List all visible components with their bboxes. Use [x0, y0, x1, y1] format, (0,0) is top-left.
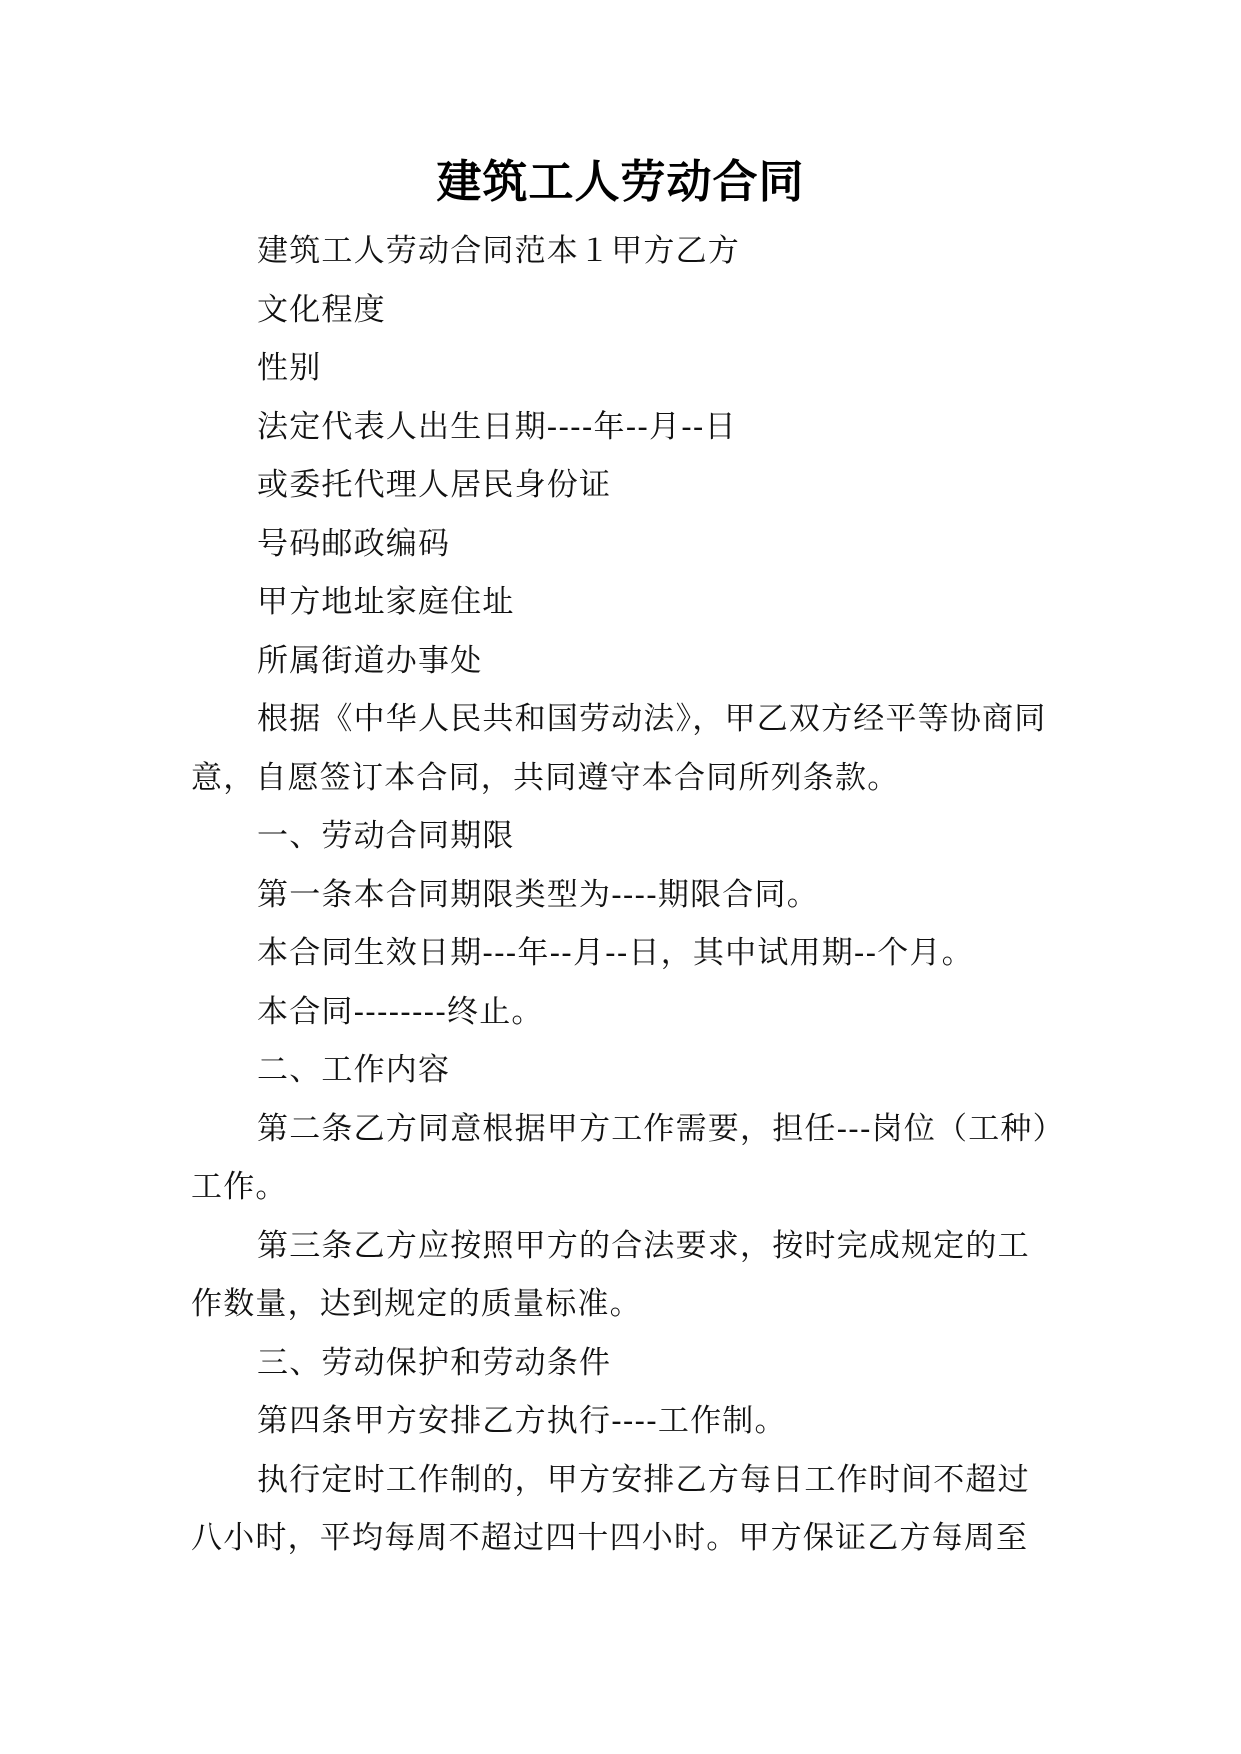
paragraph-preamble: 根据《中华人民共和国劳动法》，甲乙双方经平等协商同意，自愿签订本合同，共同遵守本合同所列条款。	[191, 701, 1047, 796]
article-4: 第四条甲方安排乙方执行----工作制。	[257, 1403, 787, 1439]
paragraph-termination: 本合同--------终止。	[257, 993, 544, 1030]
paragraph-working-hours: 执行定时工作制的，甲方安排乙方每日工作时间不超过八小时，平均每周不超过四十四小时。甲方保证乙方每周至	[191, 1461, 1030, 1556]
article-3: 第三条乙方应按照甲方的合法要求，按时完成规定的工作数量，达到规定的质量标准。	[191, 1227, 1030, 1322]
paragraph-id-postal-code: 号码邮政编码	[257, 525, 451, 562]
section-heading-labor-protection: 三、劳动保护和劳动条件	[257, 1344, 612, 1381]
paragraph-legal-rep-birthdate: 法定代表人出生日期----年--月--日	[257, 408, 737, 445]
paragraph-effective-date: 本合同生效日期---年--月--日，其中试用期--个月。	[257, 935, 974, 971]
paragraph-education: 文化程度	[257, 291, 386, 328]
article-2: 第二条乙方同意根据甲方工作需要，担任---岗位（工种）工作。	[191, 1110, 1050, 1205]
paragraph-addresses: 甲方地址家庭住址	[257, 584, 515, 620]
document-title: 建筑工人劳动合同	[436, 155, 805, 208]
document-body	[191, 222, 1051, 1568]
section-heading-contract-term: 一、劳动合同期限	[257, 818, 515, 854]
section-heading-job-content: 二、工作内容	[257, 1052, 451, 1088]
paragraph-parties: 建筑工人劳动合同范本１甲方乙方	[257, 233, 740, 269]
paragraph-gender: 性别	[257, 350, 322, 386]
paragraph-agent-id-card: 或委托代理人居民身份证	[257, 467, 612, 503]
article-1: 第一条本合同期限类型为----期限合同。	[257, 876, 819, 913]
paragraph-subdistrict-office: 所属街道办事处	[257, 642, 483, 679]
